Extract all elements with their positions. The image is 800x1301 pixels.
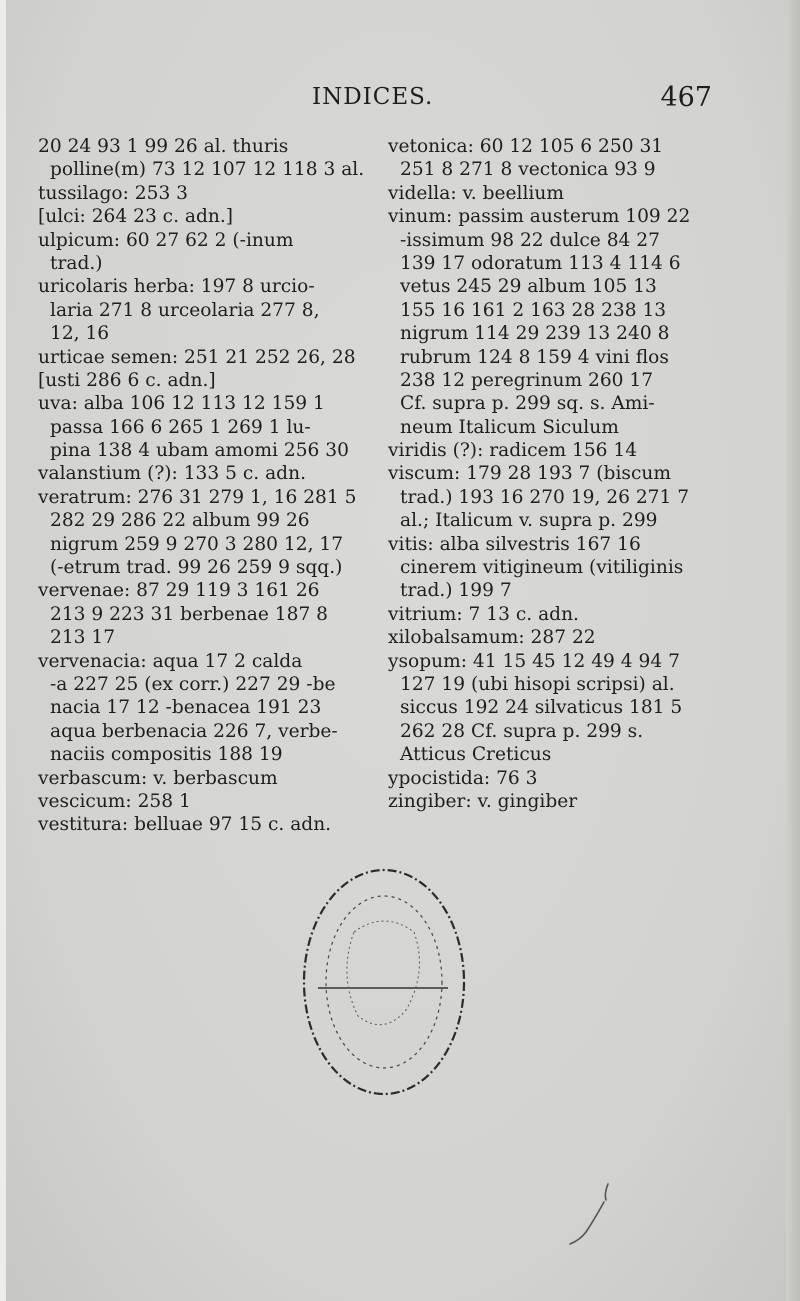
index-line: vitrium: 7 13 c. adn. xyxy=(388,603,579,625)
index-line: 238 12 peregrinum 260 17 xyxy=(400,369,654,391)
index-line: ulpicum: 60 27 62 2 (-inum xyxy=(38,229,294,251)
index-line: tussilago: 253 3 xyxy=(38,182,189,204)
index-line: pina 138 4 ubam amomi 256 30 xyxy=(50,440,349,462)
index-line: vetus 245 29 album 105 13 xyxy=(400,276,657,298)
index-line: verbascum: v. berbascum xyxy=(38,767,278,789)
index-line: Cf. supra p. 299 sq. s. Ami- xyxy=(400,393,655,415)
index-line: 139 17 odoratum 113 4 114 6 xyxy=(400,252,681,274)
index-line: trad.) xyxy=(50,252,103,274)
page-header xyxy=(40,84,712,124)
index-column-left xyxy=(38,135,370,837)
index-line: vitis: alba silvestris 167 16 xyxy=(388,533,641,555)
index-line: nigrum 259 9 270 3 280 12, 17 xyxy=(50,533,344,555)
index-line: uva: alba 106 12 113 12 159 1 xyxy=(38,393,325,415)
index-line: urticae semen: 251 21 252 26, 28 xyxy=(38,346,356,368)
index-line: cinerem vitigineum (vitiliginis xyxy=(400,557,684,579)
index-line: [usti 286 6 c. adn.] xyxy=(38,369,216,391)
index-line: vinum: passim austerum 109 22 xyxy=(388,206,691,228)
index-line: vervenacia: aqua 17 2 calda xyxy=(38,650,303,672)
index-line: 213 9 223 31 berbenae 187 8 xyxy=(50,603,329,625)
index-line: al.; Italicum v. supra p. 299 xyxy=(400,510,658,532)
running-head: INDICES. xyxy=(312,84,434,110)
index-line: nigrum 114 29 239 13 240 8 xyxy=(400,323,670,345)
index-line: (-etrum trad. 99 26 259 9 sqq.) xyxy=(50,557,343,579)
index-line: aqua berbenacia 226 7, verbe- xyxy=(50,720,338,742)
index-line: zingiber: v. gingiber xyxy=(388,790,578,812)
index-line: -issimum 98 22 dulce 84 27 xyxy=(400,229,660,251)
index-line: neum Italicum Siculum xyxy=(400,416,619,438)
index-line: rubrum 124 8 159 4 vini flos xyxy=(400,346,669,368)
index-line: 155 16 161 2 163 28 238 13 xyxy=(400,299,667,321)
index-line: trad.) 199 7 xyxy=(400,580,512,602)
index-line: passa 166 6 265 1 269 1 lu- xyxy=(50,416,311,438)
index-line: vidella: v. beellium xyxy=(388,182,564,204)
library-stamp xyxy=(298,862,470,1102)
index-line: siccus 192 24 silvaticus 181 5 xyxy=(400,697,683,719)
index-line: [ulci: 264 23 c. adn.] xyxy=(38,206,234,228)
index-line: veratrum: 276 31 279 1, 16 281 5 xyxy=(38,486,357,508)
index-line: viscum: 179 28 193 7 (biscum xyxy=(388,463,671,485)
page-edge-left xyxy=(0,0,6,1301)
index-line: valanstium (?): 133 5 c. adn. xyxy=(38,463,306,485)
index-line: naciis compositis 188 19 xyxy=(50,744,283,766)
index-line: vescicum: 258 1 xyxy=(38,790,191,812)
index-column-right xyxy=(388,135,718,813)
index-line: vervenae: 87 29 119 3 161 26 xyxy=(38,580,320,602)
index-line: laria 271 8 urceolaria 277 8, xyxy=(50,299,320,321)
index-line: 20 24 93 1 99 26 al. thuris xyxy=(38,136,289,157)
pencil-mark xyxy=(550,1180,620,1250)
index-line: 282 29 286 22 album 99 26 xyxy=(50,510,310,532)
index-line: trad.) 193 16 270 19, 26 271 7 xyxy=(400,486,690,508)
index-line: 262 28 Cf. supra p. 299 s. xyxy=(400,720,644,742)
index-line: 12, 16 xyxy=(50,323,110,345)
index-line: 127 19 (ubi hisopi scripsi) al. xyxy=(400,673,675,695)
index-line: vetonica: 60 12 105 6 250 31 xyxy=(388,136,664,157)
index-line: nacia 17 12 -benacea 191 23 xyxy=(50,697,322,719)
index-line: ysopum: 41 15 45 12 49 4 94 7 xyxy=(388,650,680,672)
index-line: 213 17 xyxy=(50,627,116,649)
index-line: viridis (?): radicem 156 14 xyxy=(388,440,638,462)
index-line: Atticus Creticus xyxy=(400,744,552,766)
index-line: 251 8 271 8 vectonica 93 9 xyxy=(400,159,656,181)
index-line: -a 227 25 (ex corr.) 227 29 -be xyxy=(50,673,336,695)
index-line: ypocistida: 76 3 xyxy=(388,767,538,789)
index-line: uricolaris herba: 197 8 urcio- xyxy=(38,276,315,298)
index-line: vestitura: belluae 97 15 c. adn. xyxy=(38,814,332,836)
index-line: polline(m) 73 12 107 12 118 3 al. xyxy=(50,159,365,181)
page-edge-right xyxy=(786,0,800,1301)
page-number: 467 xyxy=(660,82,712,113)
index-line: xilobalsamum: 287 22 xyxy=(388,627,596,649)
